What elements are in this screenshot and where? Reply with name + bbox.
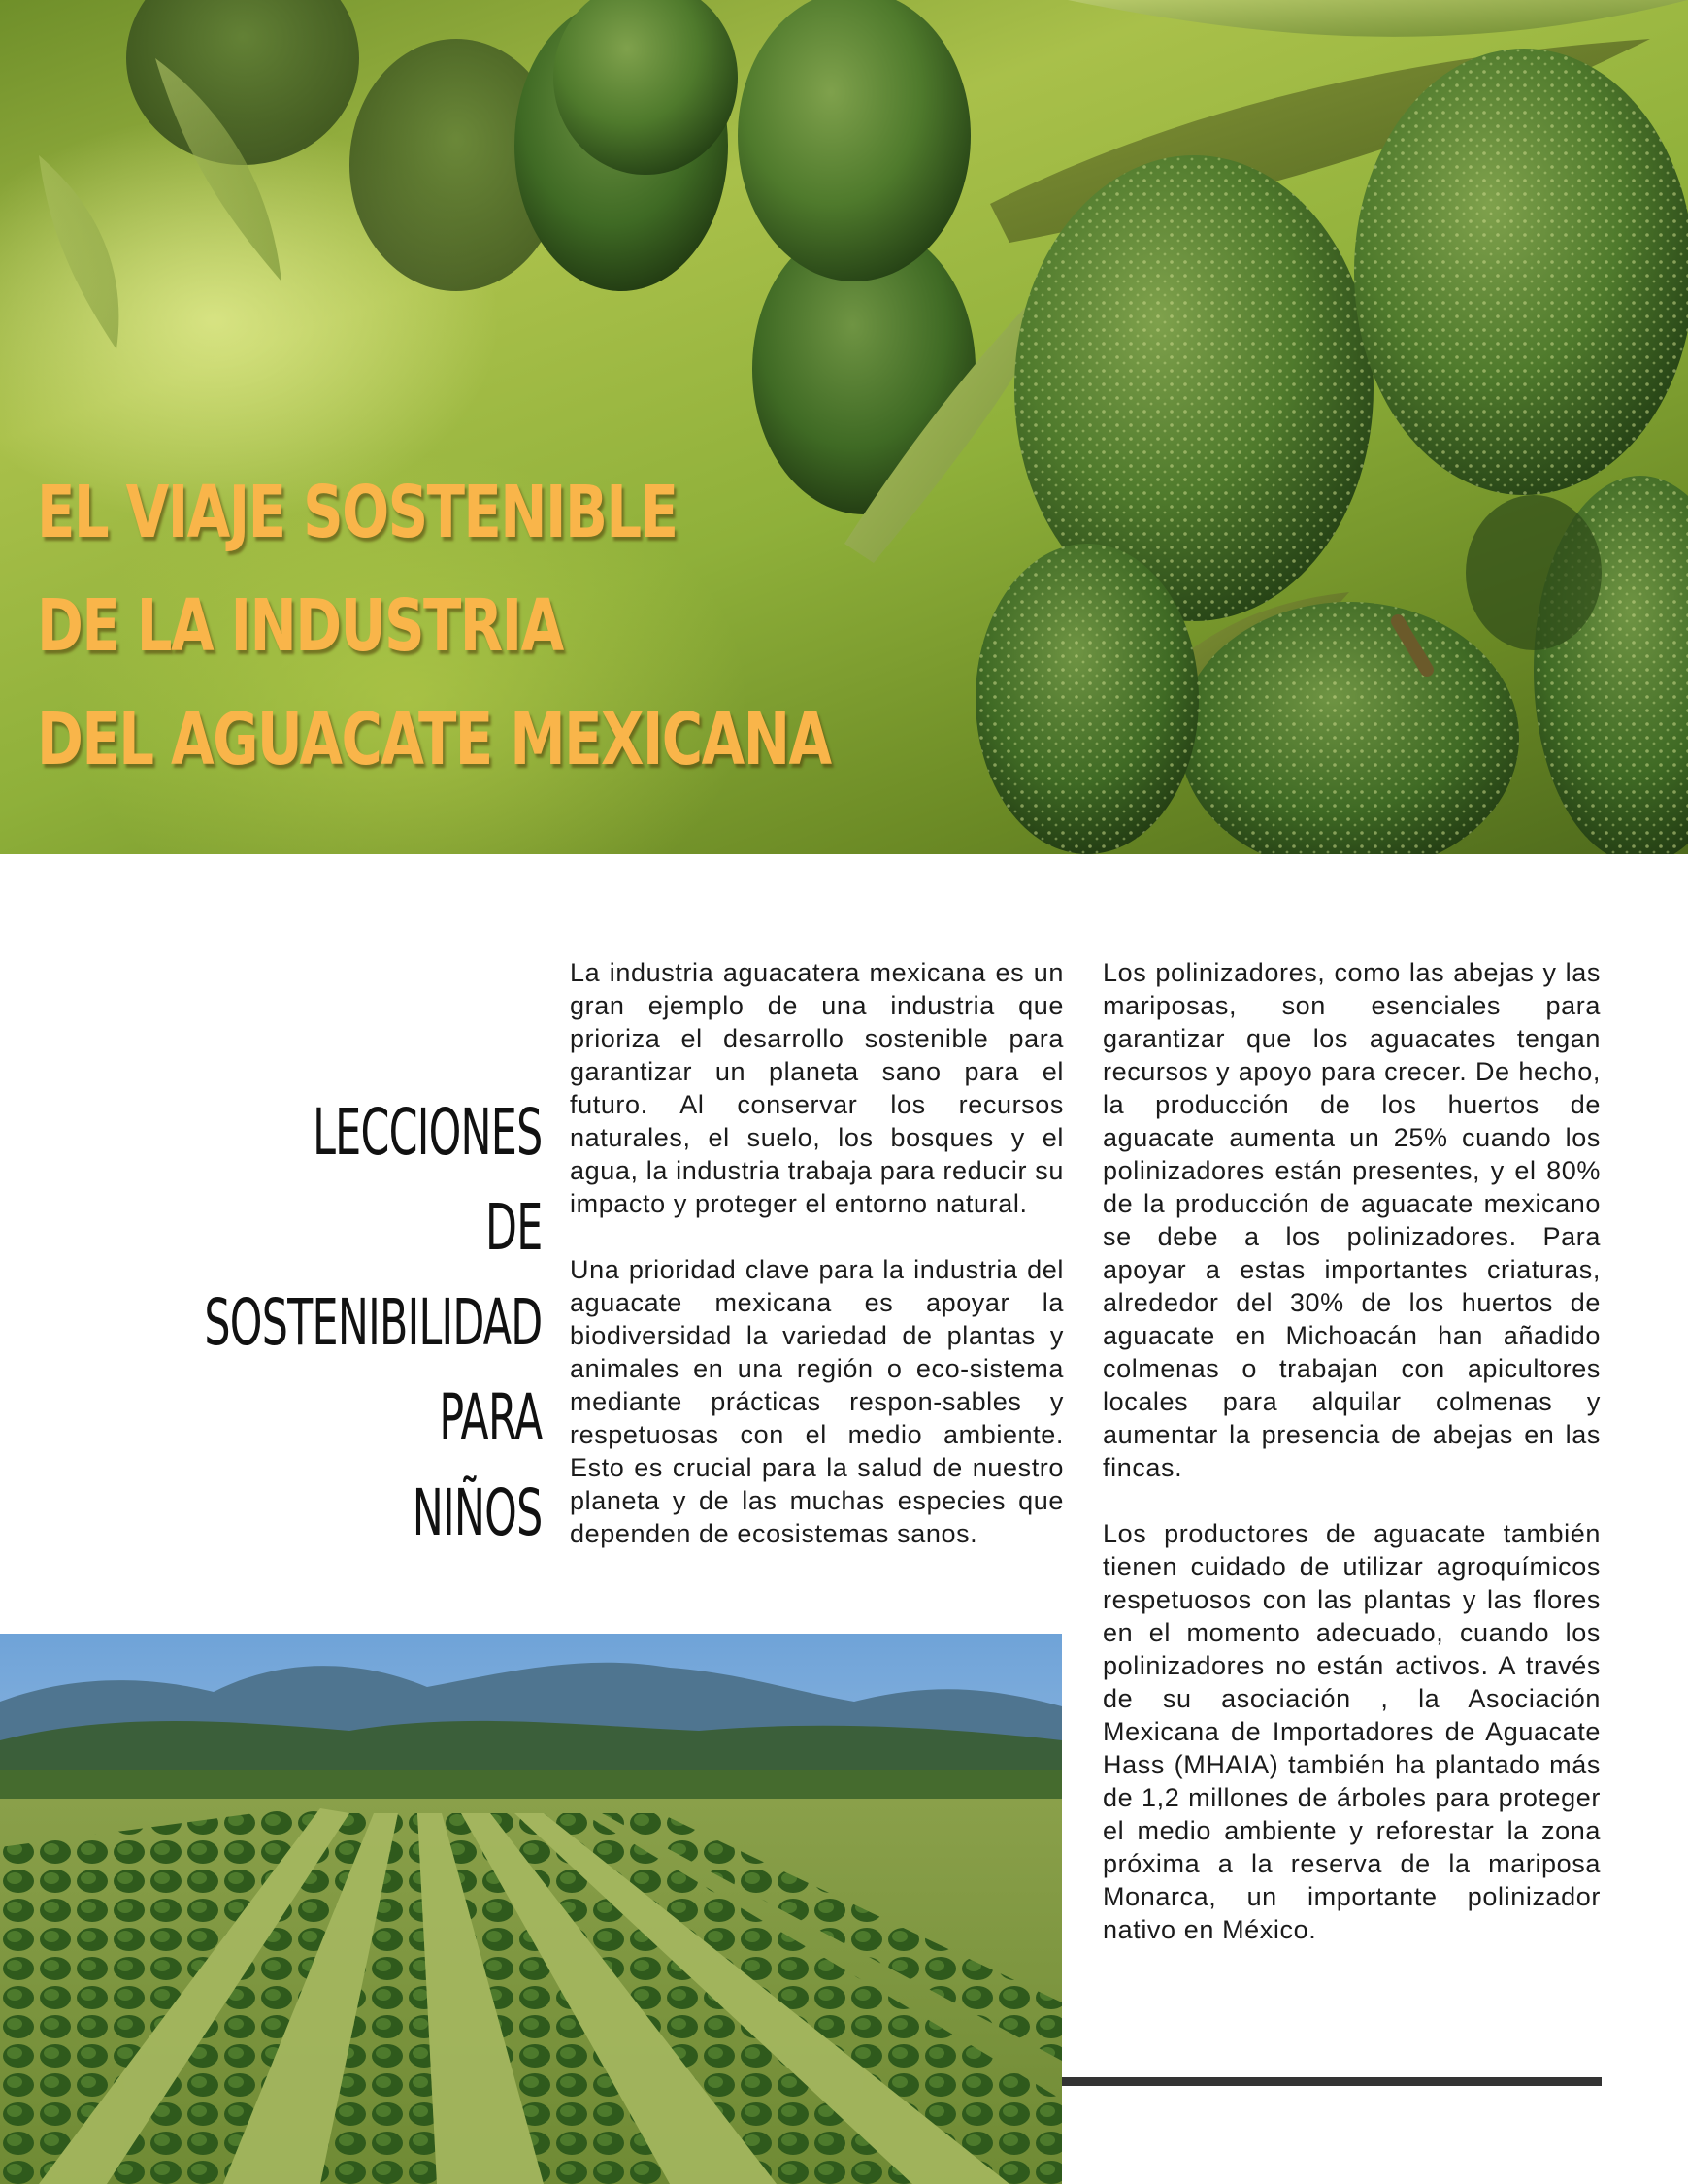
hero-banner bbox=[0, 0, 1688, 854]
paragraph: La industria aguacatera mexicana es un gran ejemplo de una industria que prioriza el desarrollo sostenible para garantizar un planeta sano para el futuro. Al conservar los recursos naturales, el suelo, los bosques y el agua, la industria trabaja para reducir su impacto y proteger el entorno natural. bbox=[570, 958, 1064, 1218]
section-heading bbox=[205, 1085, 543, 1561]
page-title bbox=[37, 456, 831, 797]
paragraph: Los productores de aguacate también tienen cuidado de utilizar agroquímicos respetuosos con las plantas y las flores en el momento adecuado, cuando los polinizadores no están activos. A través de su asociación , la Asociación Mexicana de Importadores de Aguacate Hass (MHAIA) también ha plantado más de 1,2 millones de árboles para proteger el medio ambiente y reforestar la zona próxima a la reserva de la mariposa Monarca, un importante polinizador nativo en México. bbox=[1103, 1519, 1601, 1944]
orchard-photo-frame bbox=[0, 1634, 1062, 2184]
text-column-right bbox=[1103, 956, 1601, 1979]
heading-line-1: LECCIONES bbox=[313, 1095, 543, 1170]
title-line-1: EL VIAJE SOSTENIBLE bbox=[37, 471, 678, 554]
heading-line-5: NIÑOS bbox=[413, 1475, 543, 1550]
heading-line-4: PARA bbox=[439, 1380, 543, 1455]
paragraph: Los polinizadores, como las abejas y las mariposas, son esenciales para garantizar que los aguacates tengan recursos y apoyo para crecer. De hecho, la producción de los huertos de aguacate aumenta un 25% cuando los polinizadores están presentes, y el 80% de la producción de aguacate mexicano se debe a los polinizadores. Para apoyar a estas importantes criaturas, alrededor del 30% de los huertos de aguacate en Michoacán han añadido colmenas o trabajan con apicultores locales para alquilar colmenas y aumentar la presencia de abejas en las fincas. bbox=[1103, 958, 1601, 1482]
heading-line-3: SOSTENIBILIDAD bbox=[204, 1285, 543, 1360]
divider-rule bbox=[1062, 2077, 1602, 2086]
title-line-2: DE LA INDUSTRIA bbox=[37, 584, 563, 668]
title-line-3: DEL AGUACATE MEXICANA bbox=[37, 698, 831, 781]
avocado-orchard-photo bbox=[0, 1634, 1062, 2184]
heading-line-2: DE bbox=[485, 1190, 543, 1265]
paragraph: Una prioridad clave para la industria del aguacate mexicana es apoyar la biodiversidad la variedad de plantas y animales en una región o eco-sistema mediante prácticas respon-sables y respetuosas con el medio ambiente. Esto es crucial para la salud de nuestro planeta y de las muchas especies que dependen de ecosistemas sanos. bbox=[570, 1255, 1064, 1548]
text-column-middle bbox=[570, 956, 1064, 1583]
